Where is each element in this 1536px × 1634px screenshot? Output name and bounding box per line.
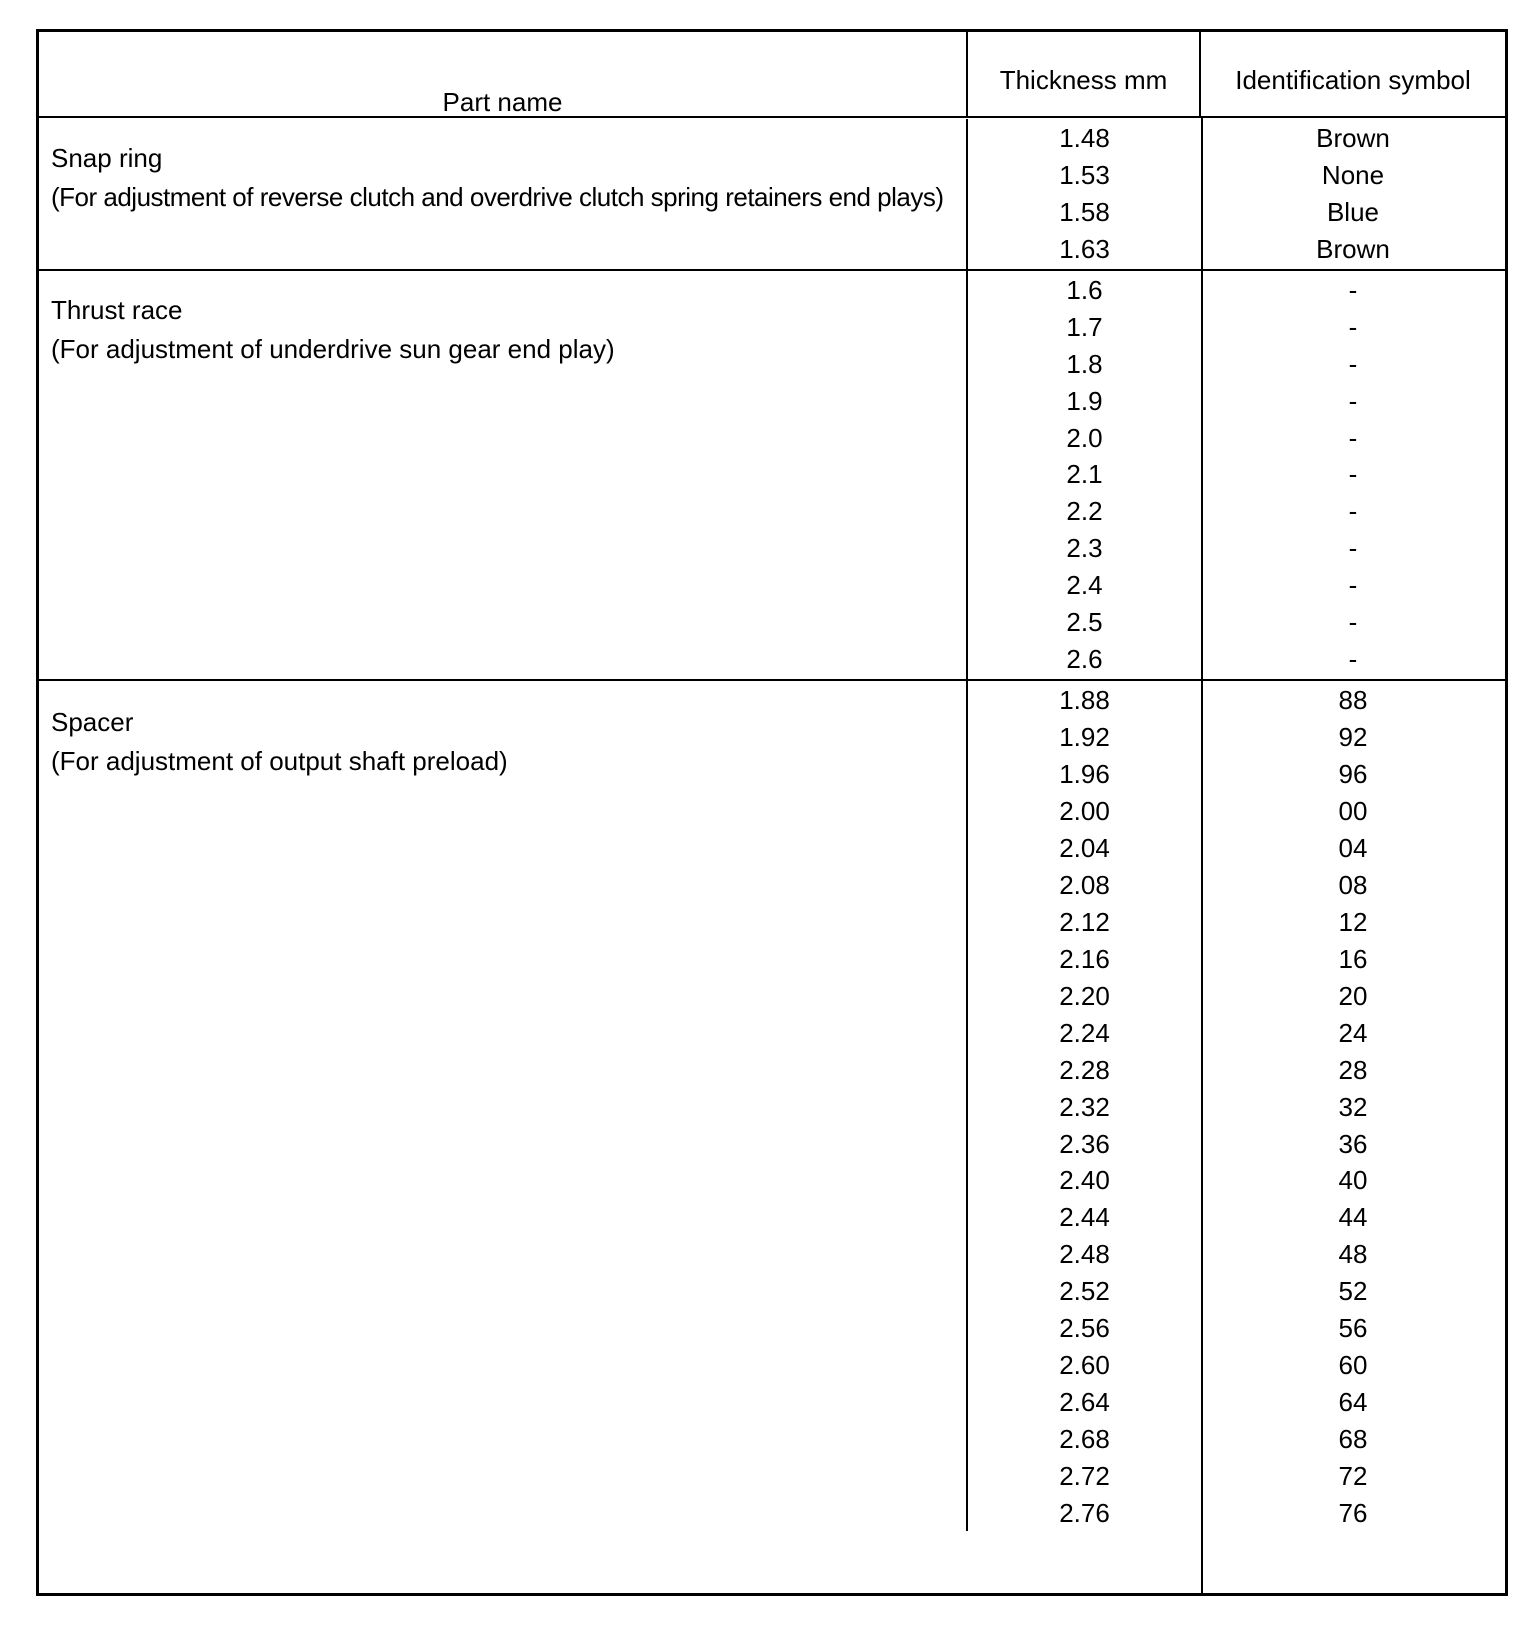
identification-value: Blue	[1326, 196, 1380, 227]
table-row	[968, 792, 1505, 829]
identification-value: 28	[1338, 1054, 1368, 1085]
identification-value: 68	[1338, 1424, 1368, 1454]
identification-value: 76	[1338, 1497, 1368, 1528]
part-name: Thrust race	[51, 294, 183, 325]
identification-value: 92	[1338, 722, 1368, 753]
identification-value: 36	[1338, 1128, 1368, 1159]
part-cell	[39, 271, 968, 679]
table-row	[968, 977, 1505, 1014]
thickness-value: 2.16	[1059, 943, 1110, 974]
thickness-value: 1.63	[1059, 233, 1110, 264]
identification-value: 44	[1338, 1202, 1368, 1233]
header-thickness	[968, 32, 1201, 116]
part-description: (For adjustment of underdrive sun gear end play)	[51, 333, 615, 364]
thickness-value: 2.08	[1059, 869, 1110, 900]
table-row	[968, 566, 1505, 603]
identification-value: -	[1348, 459, 1358, 490]
identification-value: -	[1348, 496, 1358, 527]
part-description: (For adjustment of output shaft preload)	[51, 746, 508, 777]
thickness-value: 2.40	[1059, 1165, 1110, 1196]
identification-value: Brown	[1316, 233, 1390, 264]
table-row	[968, 866, 1505, 903]
identification-value: 64	[1338, 1387, 1368, 1418]
thickness-value: 2.04	[1059, 833, 1110, 863]
table-row	[968, 1309, 1505, 1346]
part-name: Spacer	[51, 707, 134, 738]
identification-value: 52	[1338, 1276, 1368, 1307]
identification-value: -	[1348, 422, 1358, 453]
table-row	[968, 940, 1505, 977]
thickness-value: 2.32	[1059, 1091, 1110, 1122]
thickness-value: 2.4	[1066, 570, 1103, 601]
thickness-value: 2.36	[1059, 1128, 1110, 1159]
thickness-value: 2.00	[1059, 796, 1110, 827]
header-part-name	[39, 32, 968, 116]
table-row	[968, 1494, 1505, 1531]
table-row	[968, 1235, 1505, 1272]
thickness-value: 1.96	[1059, 759, 1110, 790]
table-row	[968, 1420, 1505, 1457]
thickness-value: 2.24	[1059, 1017, 1110, 1048]
table-row	[968, 1272, 1505, 1309]
header-identification	[1201, 32, 1505, 116]
thickness-value: 2.6	[1066, 644, 1103, 675]
table-row	[968, 718, 1505, 755]
part-description: (For adjustment of reverse clutch and overdrive clutch spring retainers end plays)	[51, 182, 944, 212]
thickness-value: 2.3	[1066, 533, 1103, 564]
identification-value: 12	[1338, 906, 1368, 937]
part-cell	[39, 119, 968, 269]
identification-value: 40	[1338, 1165, 1368, 1196]
thickness-value: 1.53	[1059, 159, 1110, 190]
table-row	[968, 230, 1505, 267]
table-row	[968, 603, 1505, 640]
table-row	[968, 1346, 1505, 1383]
identification-value: None	[1321, 159, 1385, 190]
table-row	[968, 1014, 1505, 1051]
identification-value: 88	[1338, 685, 1368, 716]
table-header	[39, 32, 1505, 118]
thickness-value: 2.48	[1059, 1239, 1110, 1270]
part-name: Snap ring	[51, 143, 163, 173]
identification-value: 48	[1338, 1239, 1368, 1270]
table-row	[968, 681, 1505, 718]
thickness-value: 2.2	[1066, 496, 1103, 527]
identification-value: 04	[1338, 833, 1368, 863]
identification-value: 96	[1338, 759, 1368, 790]
table-row	[968, 193, 1505, 230]
table-row	[968, 903, 1505, 940]
identification-value: -	[1348, 607, 1358, 638]
table-row	[968, 1051, 1505, 1088]
thickness-value: 2.64	[1059, 1387, 1110, 1418]
table-row	[968, 1383, 1505, 1420]
part-group	[39, 271, 1505, 681]
identification-value: 20	[1338, 980, 1368, 1011]
thickness-value: 1.58	[1059, 196, 1110, 227]
table-row	[968, 455, 1505, 492]
thickness-value: 2.44	[1059, 1202, 1110, 1233]
table-row	[968, 156, 1505, 193]
identification-value: 08	[1338, 869, 1368, 900]
table-row	[968, 271, 1505, 308]
thickness-value: 1.7	[1066, 311, 1103, 342]
thickness-value: 2.68	[1059, 1424, 1110, 1454]
table-row	[968, 529, 1505, 566]
identification-value: -	[1348, 644, 1358, 675]
table-row	[968, 829, 1505, 866]
identification-value: 32	[1338, 1091, 1368, 1122]
identification-value: 00	[1338, 796, 1368, 827]
thickness-value: 1.88	[1059, 685, 1110, 716]
table-row	[968, 1088, 1505, 1125]
value-rows	[968, 271, 1505, 677]
table-row	[968, 419, 1505, 456]
part-group	[39, 681, 1505, 1531]
identification-value: -	[1348, 570, 1358, 601]
identification-value: Brown	[1316, 123, 1390, 153]
table-row	[968, 1198, 1505, 1235]
table-row	[968, 345, 1505, 382]
table-row	[968, 1125, 1505, 1162]
value-rows	[968, 119, 1505, 267]
identification-value: -	[1348, 348, 1358, 379]
table-row	[968, 308, 1505, 345]
part-cell	[39, 681, 968, 1531]
thickness-value: 2.0	[1066, 422, 1103, 453]
identification-value: 72	[1338, 1460, 1368, 1491]
thickness-value: 2.1	[1066, 459, 1103, 490]
thickness-value: 2.72	[1059, 1460, 1110, 1491]
thickness-value: 2.52	[1059, 1276, 1110, 1307]
thickness-value: 1.48	[1059, 123, 1110, 153]
thickness-value: 1.8	[1066, 348, 1103, 379]
identification-value: -	[1348, 311, 1358, 342]
thickness-value: 2.5	[1066, 607, 1103, 638]
identification-value: 56	[1338, 1313, 1368, 1344]
table-row	[968, 1161, 1505, 1198]
header-thickness-label: Thickness mm	[999, 65, 1168, 95]
header-identification-label: Identification symbol	[1235, 65, 1471, 95]
thickness-value: 2.20	[1059, 980, 1110, 1011]
table-row	[968, 382, 1505, 419]
thickness-value: 1.9	[1066, 385, 1103, 416]
identification-value: 24	[1338, 1017, 1368, 1048]
thickness-value: 2.28	[1059, 1054, 1110, 1085]
table-row	[968, 755, 1505, 792]
table-row	[968, 119, 1505, 156]
table-row	[968, 640, 1505, 677]
part-group	[39, 119, 1505, 271]
identification-value: 60	[1338, 1350, 1368, 1381]
thickness-value: 2.56	[1059, 1313, 1110, 1344]
thickness-value: 1.6	[1066, 274, 1103, 305]
thickness-value: 2.12	[1059, 906, 1110, 937]
identification-value: 16	[1338, 943, 1368, 974]
thickness-value: 2.76	[1059, 1497, 1110, 1528]
parts-table	[36, 29, 1508, 1596]
value-rows	[968, 681, 1505, 1531]
identification-value: -	[1348, 533, 1358, 564]
identification-value: -	[1348, 274, 1358, 305]
header-part-name-label: Part name	[442, 87, 563, 117]
thickness-value: 2.60	[1059, 1350, 1110, 1381]
table-row	[968, 1457, 1505, 1494]
identification-value: -	[1348, 385, 1358, 416]
thickness-value: 1.92	[1059, 722, 1110, 753]
table-row	[968, 492, 1505, 529]
